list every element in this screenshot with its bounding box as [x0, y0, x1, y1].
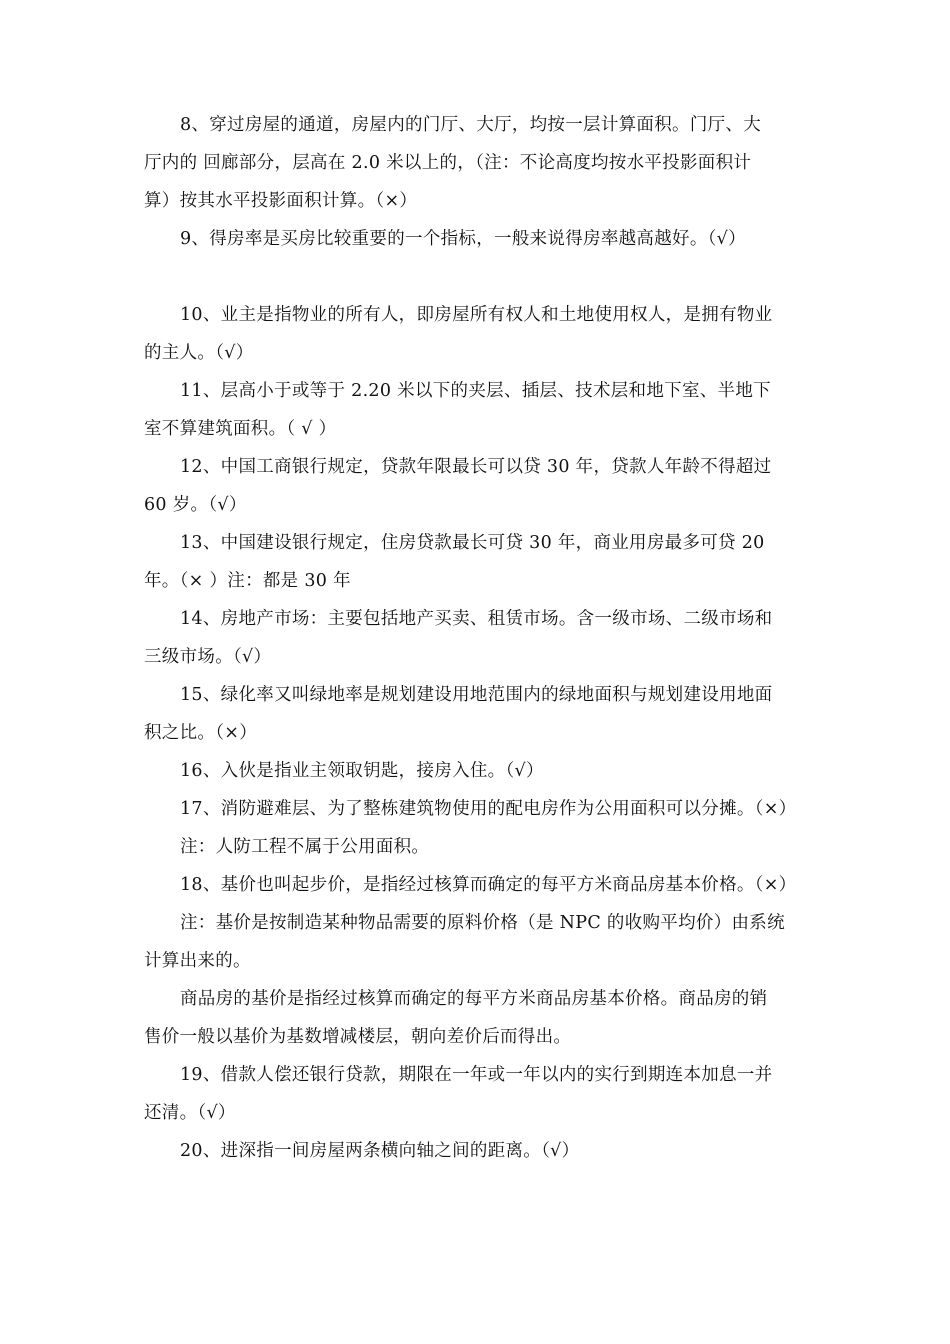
text-line: 10、业主是指物业的所有人，即房屋所有权人和土地使用权人，是拥有物业 — [180, 305, 773, 325]
text-line: 的主人。（√） — [144, 343, 254, 363]
text-line: 16、入伙是指业主领取钥匙，接房入住。（√） — [180, 761, 544, 781]
text-line: 注：人防工程不属于公用面积。 — [180, 837, 430, 857]
text-line: 厅内的 回廊部分，层高在 2.0 米以上的，（注：不论高度均按水平投影面积计 — [144, 153, 752, 173]
text-line: 9、得房率是买房比较重要的一个指标，一般来说得房率越高越好。（√） — [180, 229, 746, 249]
text-line: 还清。（√） — [144, 1103, 236, 1123]
text-line: 60 岁。（√） — [144, 495, 247, 515]
text-line: 三级市场。（√） — [144, 647, 272, 667]
text-line: 计算出来的。 — [144, 951, 251, 971]
text-line: 20、进深指一间房屋两条横向轴之间的距离。（√） — [180, 1141, 580, 1161]
text-line: 13、中国建设银行规定，住房贷款最长可贷 30 年，商业用房最多可贷 20 — [180, 533, 765, 553]
text-line: 19、借款人偿还银行贷款，期限在一年或一年以内的实行到期连本加息一并 — [180, 1065, 773, 1085]
text-line: 商品房的基价是指经过核算而确定的每平方米商品房基本价格。商品房的销 — [180, 989, 768, 1009]
text-line: 售价一般以基价为基数增减楼层，朝向差价后而得出。 — [144, 1027, 572, 1047]
text-line: 15、绿化率又叫绿地率是规划建设用地范围内的绿地面积与规划建设用地面 — [180, 685, 773, 705]
text-line: 注：基价是按制造某种物品需要的原料价格（是 NPC 的收购平均价）由系统 — [180, 913, 785, 933]
text-line: 室不算建筑面积。（ √ ） — [144, 419, 337, 439]
text-line: 18、基价也叫起步价，是指经过核算而确定的每平方米商品房基本价格。（×） — [180, 875, 797, 895]
text-line: 积之比。（×） — [144, 723, 258, 743]
text-line: 14、房地产市场：主要包括地产买卖、租赁市场。含一级市场、二级市场和 — [180, 609, 773, 629]
text-line: 12、中国工商银行规定，贷款年限最长可以贷 30 年，贷款人年龄不得超过 — [180, 457, 772, 477]
text-line: 11、层高小于或等于 2.20 米以下的夹层、插层、技术层和地下室、半地下 — [180, 381, 771, 401]
text-line: 17、消防避难层、为了整栋建筑物使用的配电房作为公用面积可以分摊。（×） — [180, 799, 797, 819]
text-line: 算）按其水平投影面积计算。（×） — [144, 191, 418, 211]
text-line: 年。（× ）注：都是 30 年 — [144, 571, 351, 591]
text-line: 8、穿过房屋的通道，房屋内的门厅、大厅，均按一层计算面积。门厅、大 — [180, 115, 762, 135]
